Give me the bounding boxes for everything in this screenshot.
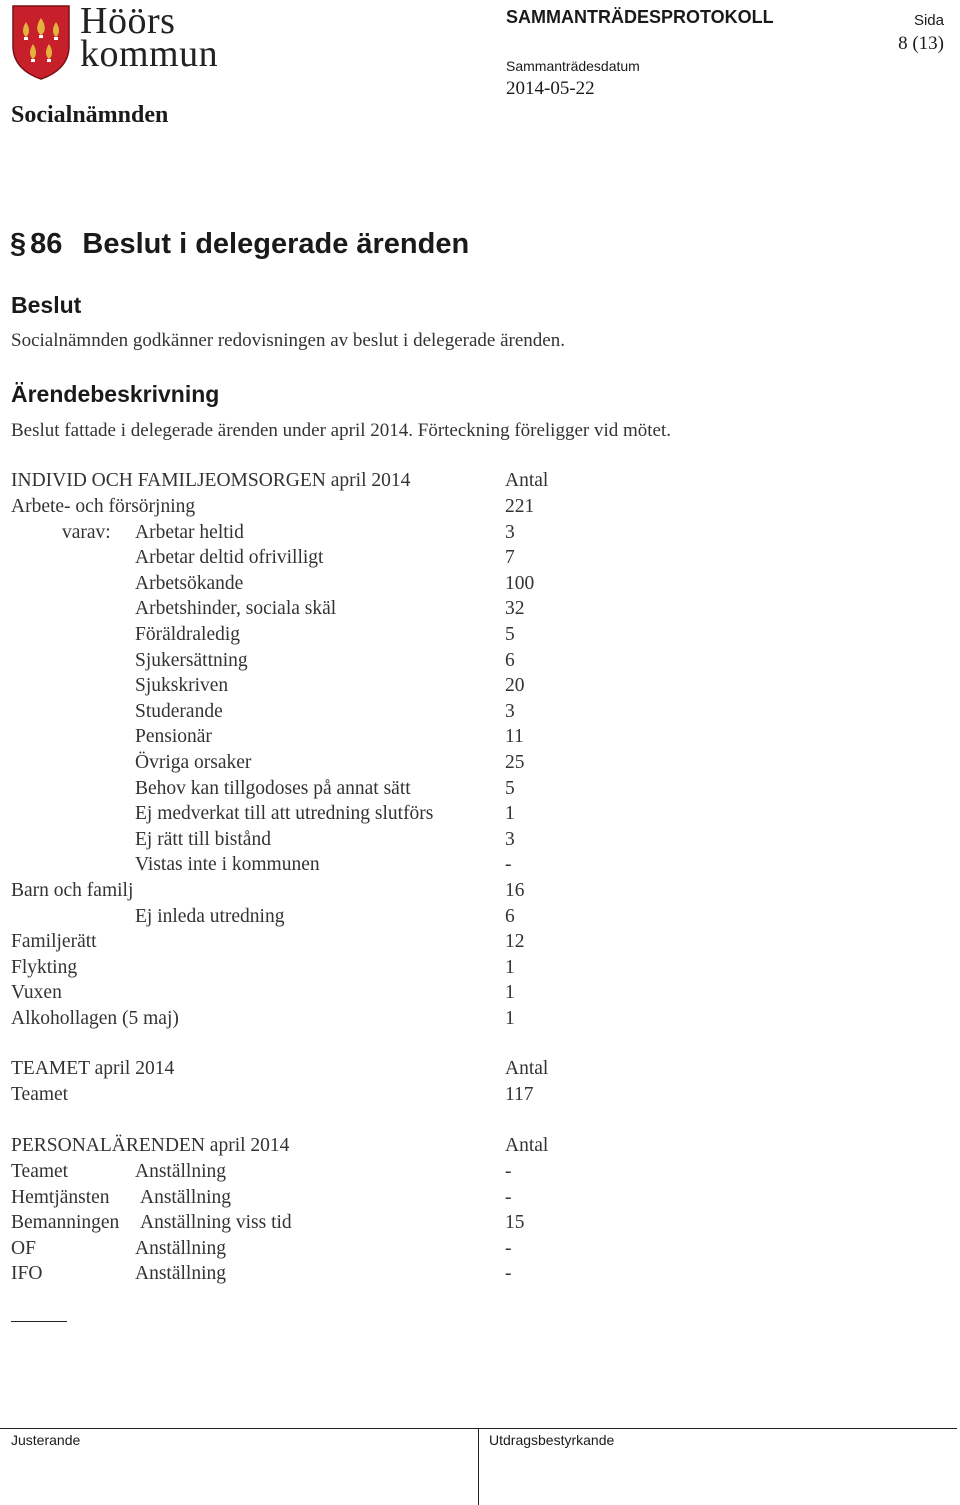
meeting-date-label: Sammanträdesdatum [506, 58, 640, 74]
row-label: Ej rätt till bistånd [135, 828, 271, 850]
row-unit: Hemtjänsten [11, 1186, 110, 1208]
footer-initials-label: Justerande [11, 1432, 81, 1448]
row-value: 5 [505, 777, 515, 799]
personnel-table-title: PERSONALÄRENDEN april 2014 [11, 1135, 290, 1156]
row-matter: Anställning [135, 1237, 226, 1259]
row-label: Alkohollagen (5 maj) [11, 1008, 179, 1029]
row-value: 32 [505, 598, 525, 620]
team-count-header: Antal [505, 1058, 549, 1079]
section-heading [10, 228, 469, 261]
varav-label: varav: [62, 521, 111, 543]
row-label: Vuxen [11, 982, 62, 1004]
row-label: Ej medverkat till att utredning slutförs [135, 803, 434, 825]
decision-text: Socialnämnden godkänner redovisningen av beslut i delegerade ärenden. [11, 330, 565, 351]
row-value: - [505, 1161, 512, 1182]
row-label: Arbetsökande [135, 572, 244, 594]
row-matter: Anställning [135, 1161, 226, 1182]
municipal-coat-of-arms-icon [10, 4, 72, 80]
row-value: 6 [505, 649, 515, 671]
row-label: Arbetar heltid [135, 521, 244, 543]
row-value: 15 [505, 1212, 525, 1234]
team-table-title: TEAMET april 2014 [11, 1058, 175, 1079]
section-title: Beslut i delegerade ärenden [82, 228, 470, 260]
footer-column-divider [478, 1428, 479, 1505]
row-value: - [505, 1237, 512, 1259]
row-value: 11 [505, 726, 524, 748]
meeting-date-value: 2014-05-22 [506, 78, 595, 99]
logo-wordmark-line-1: Höörs [80, 0, 176, 42]
row-unit: Teamet [11, 1161, 69, 1182]
row-value: 5 [505, 624, 515, 645]
row-value: 25 [505, 752, 525, 773]
row-label: Flykting [11, 956, 78, 978]
row-value: 6 [505, 905, 515, 927]
row-label: Studerande [135, 700, 223, 722]
row-label: Vistas inte i kommunen [135, 854, 320, 876]
row-value: 16 [505, 880, 525, 901]
row-matter: Anställning [140, 1186, 231, 1208]
row-unit: OF [11, 1237, 36, 1259]
row-value: 100 [505, 572, 535, 594]
end-of-section-rule [11, 1321, 67, 1322]
section-number: 86 [30, 228, 63, 260]
row-value: 3 [505, 828, 515, 850]
row-unit: IFO [11, 1263, 43, 1285]
decision-heading: Beslut [11, 292, 82, 318]
row-value: - [505, 854, 512, 876]
row-label: Familjerätt [11, 931, 97, 953]
ifo-table-title: INDIVID OCH FAMILJEOMSORGEN april 2014 [11, 470, 411, 491]
personnel-count-header: Antal [505, 1135, 549, 1156]
row-label: Pensionär [135, 726, 212, 748]
team-row-value: 117 [505, 1084, 534, 1105]
row-value: 3 [505, 521, 515, 543]
row-label: Arbetar deltid ofrivilligt [135, 547, 324, 569]
team-row-label: Teamet [11, 1084, 69, 1105]
row-label: Arbete- och försörjning [11, 496, 196, 517]
section-symbol: § [10, 228, 27, 260]
row-value: 1 [505, 956, 515, 978]
row-label: Föräldraledig [135, 624, 241, 645]
row-value: 3 [505, 700, 515, 722]
row-value: - [505, 1263, 512, 1285]
description-text: Beslut fattade i delegerade ärenden under april 2014. Förteckning föreligger vid mötet. [11, 420, 672, 441]
page-number: 8 (13) [898, 33, 944, 54]
row-label: Sjukskriven [135, 675, 229, 697]
row-matter: Anställning [135, 1263, 226, 1285]
footer-certification-label: Utdragsbestyrkande [489, 1432, 615, 1448]
ifo-count-header: Antal [505, 470, 549, 491]
row-value: - [505, 1186, 512, 1208]
row-value: 7 [505, 547, 515, 569]
row-unit: Bemanningen [11, 1212, 120, 1234]
row-label: Barn och familj [11, 880, 134, 901]
row-label: Ej inleda utredning [135, 905, 285, 927]
row-label: Arbetshinder, sociala skäl [135, 598, 337, 620]
committee-name: Socialnämnden [11, 102, 169, 128]
logo-wordmark-line-2: kommun [80, 33, 219, 75]
row-value: 1 [505, 1008, 515, 1029]
document-type: SAMMANTRÄDESPROTOKOLL [506, 7, 774, 27]
row-value: 221 [505, 496, 535, 517]
row-label: Sjukersättning [135, 649, 248, 671]
row-value: 20 [505, 675, 525, 697]
row-label: Övriga orsaker [135, 752, 252, 773]
row-value: 1 [505, 803, 515, 825]
row-matter: Anställning viss tid [140, 1212, 292, 1234]
row-label: Behov kan tillgodoses på annat sätt [135, 777, 411, 799]
description-heading: Ärendebeskrivning [11, 381, 220, 407]
page-label: Sida [913, 12, 944, 29]
row-value: 12 [505, 931, 525, 953]
row-value: 1 [505, 982, 515, 1004]
